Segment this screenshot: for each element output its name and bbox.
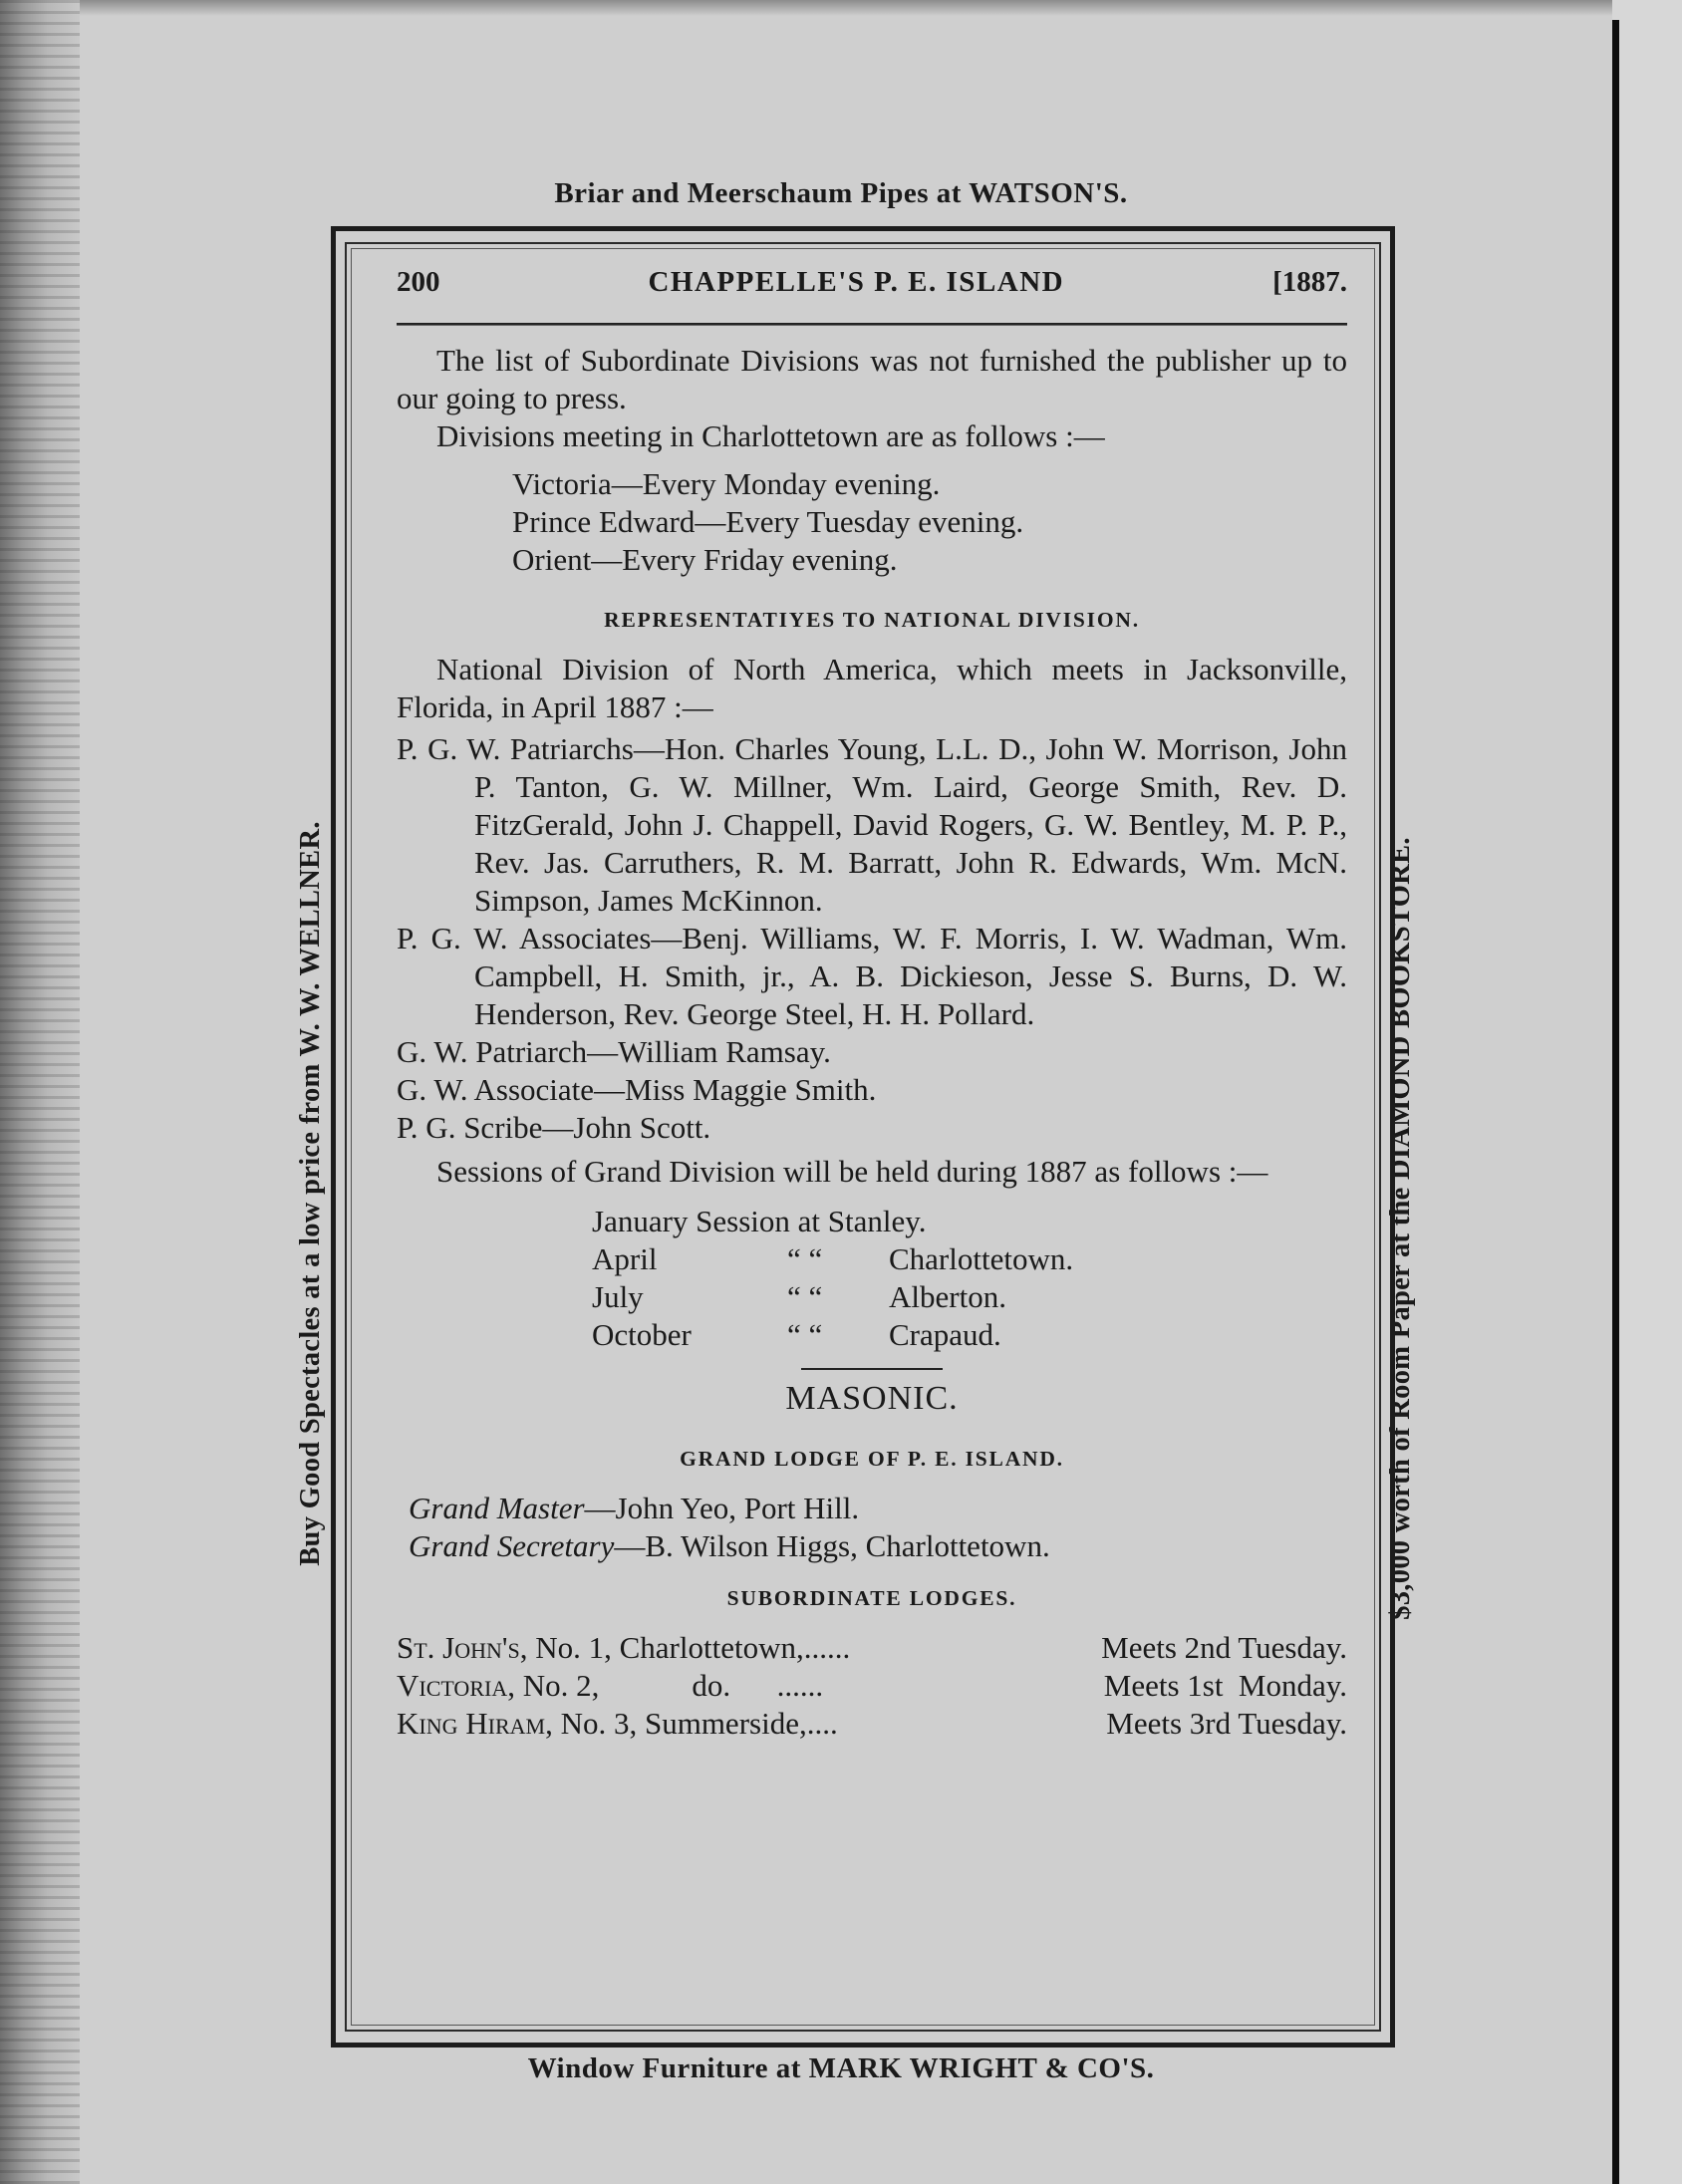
leader-dots: ...... [803,1630,851,1665]
session-month: April [592,1241,658,1276]
lodge-meets: Meets 1st Monday. [1103,1668,1347,1703]
leader-dots: ...... [776,1668,824,1703]
representative-entry: P. G. Scribe—John Scott. [397,1110,711,1145]
lodge-detail: , No. 2, do. [507,1668,731,1703]
grand-lodge-heading: GRAND LODGE OF P. E. ISLAND. [680,1447,1064,1471]
masonic-title: MASONIC. [785,1380,959,1417]
lodge-detail: , No. 1, Charlottetown, [519,1630,804,1665]
running-title: CHAPPELLE'S P. E. ISLAND [648,266,1065,298]
section-divider [801,1368,943,1370]
lodge-meets: Meets 2nd Tuesday. [1101,1630,1347,1665]
session-month: January [592,1204,689,1238]
session-row [592,1278,1347,1316]
ditto-marks: “ “ [787,1317,823,1352]
lodge-name: St. John's [397,1630,520,1665]
sessions-intro: Sessions of Grand Division will be held during 1887 as follows :— [436,1154,1268,1189]
subordinate-lodges-heading: SUBORDINATE LODGES. [726,1586,1017,1610]
intro-paragraph: The list of Subordinate Divisions was not furnished the publisher up to our going to press. [397,343,1347,415]
representative-entry: G. W. Patriarch—William Ramsay. [397,1034,831,1069]
page-gutter-line [1612,20,1619,2184]
lodge-row [397,1667,1347,1705]
lodge-row [397,1705,1347,1743]
officer-name: —John Yeo, Port Hill. [584,1491,860,1525]
leader-dots: .... [806,1706,838,1741]
page-content [397,257,1347,1743]
lodge-row [397,1629,1347,1667]
lodge-detail: , No. 3, Summerside, [545,1706,807,1741]
header-rule [397,323,1347,326]
session-month: July [592,1279,644,1314]
running-header [397,257,1347,315]
lodge-meets: Meets 3rd Tuesday. [1106,1706,1347,1741]
division-item: Prince Edward—Every Tuesday evening. [512,504,1024,539]
division-item: Victoria—Every Monday evening. [512,466,941,501]
session-row [592,1240,1347,1278]
session-row [592,1203,1347,1240]
lodge-name: King Hiram [397,1706,546,1741]
officer-grand-secretary [397,1527,1347,1565]
division-item: Orient—Every Friday evening. [512,542,898,577]
session-row [592,1316,1347,1354]
session-place: Alberton. [889,1279,1006,1314]
officer-role: Grand Secretary [409,1528,615,1563]
page-number: 200 [397,266,440,298]
representatives-heading: REPRESENTATIYES TO NATIONAL DIVISION. [604,608,1140,632]
advert-top: Briar and Meerschaum Pipes at WATSON'S. [554,177,1128,209]
book-page-edge [0,0,80,2184]
ditto-marks: “ “ [787,1241,823,1276]
header-year: [1887. [1272,266,1347,298]
divisions-intro: Divisions meeting in Charlottetown are as follows :— [436,418,1105,453]
advert-right: $3,000 worth of Room Paper at the DIAMOND BOOKSTORE. [1385,837,1416,1620]
representatives-intro: National Division of North America, which meets in Jacksonville, Florida, in April 1887 :— [397,652,1347,724]
division-list [397,465,1347,579]
top-shadow [80,0,1612,16]
session-place: Crapaud. [889,1317,1001,1352]
representative-entry: P. G. W. Patriarchs—Hon. Charles Young, L.L. D., John W. Morrison, John P. Tanton, G. W. Millner, Wm. Laird, George Smith, Rev. D. FitzGerald, John J. Chappell, David Rogers, G. W. Bentley, M. P. P., Rev. Jas. Carruthers, R. M. Barratt, John R. Edwards, Wm. McN. Simpson, James McKinnon. [397,731,1347,918]
officer-grand-master [397,1490,1347,1527]
representative-entry: G. W. Associate—Miss Maggie Smith. [397,1072,877,1107]
officer-role: Grand Master [409,1491,585,1525]
ditto-marks: “ “ [787,1279,823,1314]
advert-left: Buy Good Spectacles at a low price from W. W. WELLNER. [295,821,326,1566]
session-month: October [592,1317,692,1352]
session-place: Charlottetown. [889,1241,1074,1276]
sessions-table [592,1203,1347,1354]
officer-name: —B. Wilson Higgs, Charlottetown. [614,1528,1050,1563]
representative-entry: P. G. W. Associates—Benj. Williams, W. F. Morris, I. W. Wadman, Wm. Campbell, H. Smith, jr., A. B. Dickieson, Jesse S. Burns, D. W. Henderson, Rev. George Steel, H. H. Pollard. [397,921,1347,1031]
session-place: Session at Stanley. [696,1204,927,1238]
right-margin [1612,0,1682,2184]
lodge-name: Victoria [397,1668,508,1703]
advert-bottom: Window Furniture at MARK WRIGHT & CO'S. [527,2052,1155,2084]
